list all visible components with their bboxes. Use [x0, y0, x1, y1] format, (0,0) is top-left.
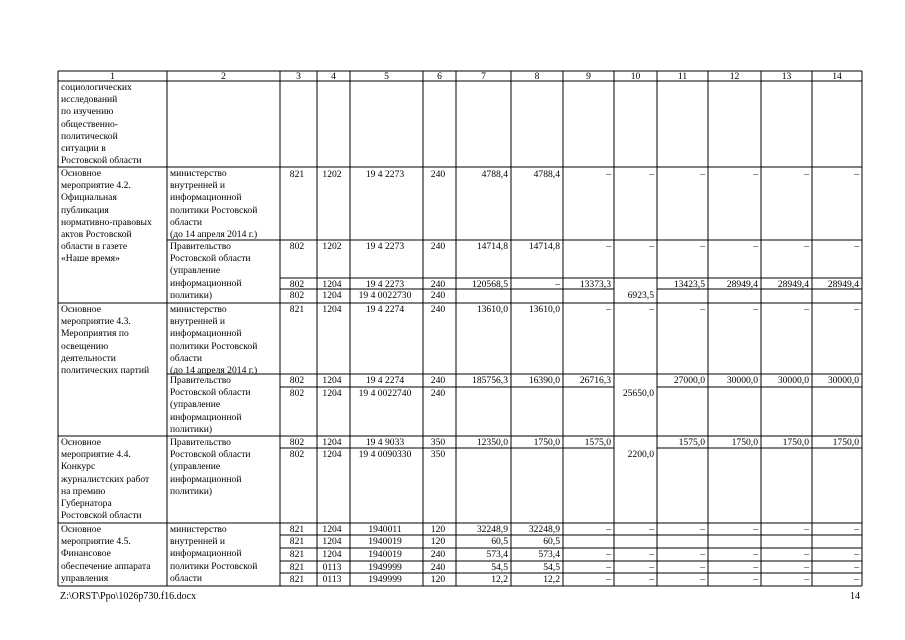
numeric-cell: 19 4 2273: [365, 279, 405, 290]
numeric-cell: –: [606, 524, 611, 535]
numeric-cell: 802: [289, 388, 305, 399]
numeric-cell: –: [606, 169, 611, 180]
numeric-cell: 60,5: [543, 536, 560, 547]
numeric-cell: –: [854, 241, 859, 252]
header-cell: 2: [221, 71, 226, 82]
numeric-cell: 32248,9: [476, 524, 508, 535]
numeric-cell: 1750,0: [782, 437, 809, 448]
numeric-cell: –: [804, 549, 809, 560]
numeric-cell: –: [700, 169, 705, 180]
numeric-cell: 573,4: [486, 549, 508, 560]
numeric-cell: 1204: [322, 437, 342, 448]
numeric-cell: 28949,4: [827, 279, 859, 290]
numeric-cell: 821: [289, 524, 305, 535]
numeric-cell: 19 4 0022740: [358, 388, 412, 399]
numeric-cell: –: [700, 549, 705, 560]
numeric-cell: –: [649, 574, 654, 585]
numeric-cell: 240: [430, 290, 446, 301]
numeric-cell: 1204: [322, 388, 342, 399]
header-cell: 10: [630, 71, 641, 82]
numeric-cell: 54,5: [491, 562, 508, 573]
numeric-cell: 30000,0: [726, 375, 758, 386]
numeric-cell: –: [753, 562, 758, 573]
numeric-cell: –: [804, 304, 809, 315]
numeric-cell: 2200,0: [627, 449, 654, 460]
header-cell: 11: [677, 71, 688, 82]
numeric-cell: 350: [430, 449, 446, 460]
numeric-cell: –: [753, 169, 758, 180]
numeric-cell: 821: [289, 562, 305, 573]
numeric-cell: –: [700, 574, 705, 585]
header-cell: 12: [729, 71, 740, 82]
numeric-cell: 240: [430, 562, 446, 573]
numeric-cell: –: [700, 241, 705, 252]
numeric-cell: 802: [289, 375, 305, 386]
numeric-cell: 1750,0: [731, 437, 758, 448]
numeric-cell: 54,5: [543, 562, 560, 573]
numeric-cell: 1940011: [368, 524, 402, 535]
numeric-cell: –: [804, 169, 809, 180]
header-cell: 1: [110, 71, 115, 82]
numeric-cell: –: [753, 304, 758, 315]
numeric-cell: 1575,0: [678, 437, 705, 448]
numeric-cell: –: [854, 524, 859, 535]
numeric-cell: 1575,0: [584, 437, 611, 448]
numeric-cell: –: [753, 524, 758, 535]
numeric-cell: 240: [430, 279, 446, 290]
numeric-cell: 120: [430, 536, 446, 547]
numeric-cell: 14714,8: [528, 241, 560, 252]
numeric-cell: 12350,0: [476, 437, 508, 448]
footer-file-path: Z:\ORST\Ppo\1026p730.f16.docx: [60, 591, 197, 602]
numeric-cell: 13373,3: [579, 279, 611, 290]
numeric-cell: 27000,0: [673, 375, 705, 386]
numeric-cell: –: [649, 169, 654, 180]
numeric-cell: 802: [289, 290, 305, 301]
header-cell: 4: [331, 71, 336, 82]
executor-cell: Правительство Ростовской области (управление информационной политики): [170, 375, 251, 435]
header-cell: 6: [437, 71, 442, 82]
header-cell: 14: [832, 71, 842, 82]
numeric-cell: 25650,0: [622, 388, 654, 399]
numeric-cell: 19 4 0090330: [358, 449, 412, 460]
numeric-cell: 120: [430, 524, 446, 535]
numeric-cell: –: [649, 304, 654, 315]
numeric-cell: 821: [289, 574, 305, 585]
numeric-cell: 1949999: [368, 562, 402, 573]
numeric-cell: –: [649, 524, 654, 535]
numeric-cell: –: [804, 574, 809, 585]
numeric-cell: 821: [289, 304, 305, 315]
numeric-cell: 0113: [322, 562, 342, 573]
numeric-cell: 1204: [322, 304, 342, 315]
numeric-cell: –: [753, 241, 758, 252]
footer-page-number: 14: [850, 591, 860, 602]
numeric-cell: 821: [289, 169, 305, 180]
numeric-cell: 1204: [322, 449, 342, 460]
numeric-cell: 802: [289, 437, 305, 448]
header-cell: 8: [534, 71, 540, 82]
numeric-cell: 1204: [322, 290, 342, 301]
numeric-cell: 13610,0: [476, 304, 508, 315]
numeric-cell: –: [606, 549, 611, 560]
numeric-cell: –: [649, 562, 654, 573]
numeric-cell: 1750,0: [832, 437, 859, 448]
numeric-cell: 240: [430, 375, 446, 386]
numeric-cell: 1204: [322, 375, 342, 386]
numeric-cell: –: [854, 169, 859, 180]
numeric-cell: 1204: [322, 524, 342, 535]
numeric-cell: 30000,0: [777, 375, 809, 386]
numeric-cell: –: [700, 304, 705, 315]
numeric-cell: 240: [430, 388, 446, 399]
numeric-cell: 19 4 2273: [365, 241, 405, 252]
numeric-cell: –: [649, 549, 654, 560]
numeric-cell: 13423,5: [673, 279, 705, 290]
numeric-cell: 1940019: [368, 549, 402, 560]
numeric-cell: –: [606, 304, 611, 315]
executor-cell: Правительство Ростовской области (управление информационной политики): [170, 241, 251, 301]
numeric-cell: –: [854, 304, 859, 315]
numeric-cell: 1204: [322, 279, 342, 290]
numeric-cell: 1204: [322, 549, 342, 560]
numeric-cell: 821: [289, 549, 305, 560]
numeric-cell: 1202: [322, 169, 342, 180]
numeric-cell: 240: [430, 241, 446, 252]
numeric-cell: 1204: [322, 536, 342, 547]
header-cell: 5: [384, 71, 389, 82]
numeric-cell: –: [804, 241, 809, 252]
header-cell: 9: [586, 71, 591, 82]
numeric-cell: 1750,0: [533, 437, 560, 448]
numeric-cell: 120: [430, 574, 446, 585]
numeric-cell: 240: [430, 169, 446, 180]
measure-name-cell: Основное мероприятие 4.4. Конкурс журналистских работ на премию Губернатора Ростовской области: [61, 437, 150, 522]
numeric-cell: 1949999: [368, 574, 402, 585]
numeric-cell: 19 4 2273: [365, 169, 405, 180]
numeric-cell: 240: [430, 549, 446, 560]
numeric-cell: 4788,4: [533, 169, 560, 180]
numeric-cell: –: [753, 549, 758, 560]
numeric-cell: 12,2: [491, 574, 508, 585]
numeric-cell: –: [854, 574, 859, 585]
numeric-cell: 19 4 0022730: [358, 290, 412, 301]
numeric-cell: –: [606, 241, 611, 252]
numeric-cell: –: [606, 574, 611, 585]
numeric-cell: 120568,5: [472, 279, 508, 290]
numeric-cell: 19 4 9033: [365, 437, 405, 448]
numeric-cell: 13610,0: [528, 304, 560, 315]
numeric-cell: 350: [430, 437, 446, 448]
numeric-cell: 19 4 2274: [365, 304, 405, 315]
numeric-cell: 28949,4: [777, 279, 809, 290]
measure-name-cell: Основное мероприятие 4.3. Мероприятия по освещению деятельности политических партий: [61, 304, 150, 377]
measure-name-cell: Основное мероприятие 4.2. Официальная публикация нормативно-правовых актов Ростовской области в газете «Наше время»: [61, 168, 152, 265]
numeric-cell: 30000,0: [827, 375, 859, 386]
numeric-cell: 14714,8: [476, 241, 508, 252]
executor-cell: министерство внутренней и информационной политики Ростовской области (до 14 апреля 2014 г.): [170, 304, 258, 377]
numeric-cell: 12,2: [543, 574, 560, 585]
numeric-cell: –: [555, 279, 560, 290]
numeric-cell: 802: [289, 241, 305, 252]
numeric-cell: 185756,3: [472, 375, 508, 386]
numeric-cell: 573,4: [538, 549, 560, 560]
measure-name-cell: Основное мероприятие 4.5. Финансовое обеспечение аппарата управления: [61, 524, 151, 584]
numeric-cell: –: [854, 562, 859, 573]
numeric-cell: 60,5: [491, 536, 508, 547]
numeric-cell: 0113: [322, 574, 342, 585]
executor-cell: министерство внутренней и информационной политики Ростовской области: [170, 524, 258, 584]
numeric-cell: 28949,4: [726, 279, 758, 290]
numeric-cell: –: [649, 241, 654, 252]
numeric-cell: 26716,3: [579, 375, 611, 386]
executor-cell: Правительство Ростовской области (управление информационной политики): [170, 437, 251, 497]
numeric-cell: 821: [289, 536, 305, 547]
measure-name-cell: социологических исследований по изучению общественно- политической ситуации в Ростовской области: [61, 82, 142, 167]
header-cell: 3: [296, 71, 301, 82]
numeric-cell: 4788,4: [481, 169, 508, 180]
numeric-cell: –: [606, 562, 611, 573]
numeric-cell: –: [804, 524, 809, 535]
numeric-cell: 19 4 2274: [365, 375, 405, 386]
numeric-cell: –: [700, 524, 705, 535]
numeric-cell: –: [804, 562, 809, 573]
numeric-cell: 32248,9: [528, 524, 560, 535]
numeric-cell: 1202: [322, 241, 342, 252]
header-cell: 13: [781, 71, 792, 82]
numeric-cell: 240: [430, 304, 446, 315]
numeric-cell: –: [700, 562, 705, 573]
header-cell: 7: [481, 71, 486, 82]
numeric-cell: 802: [289, 279, 305, 290]
numeric-cell: 1940019: [368, 536, 402, 547]
numeric-cell: 802: [289, 449, 305, 460]
numeric-cell: 16390,0: [528, 375, 560, 386]
numeric-cell: –: [753, 574, 758, 585]
executor-cell: министерство внутренней и информационной политики Ростовской области (до 14 апреля 2014 г.): [170, 168, 258, 241]
numeric-cell: 6923,5: [627, 290, 654, 301]
numeric-cell: –: [854, 549, 859, 560]
